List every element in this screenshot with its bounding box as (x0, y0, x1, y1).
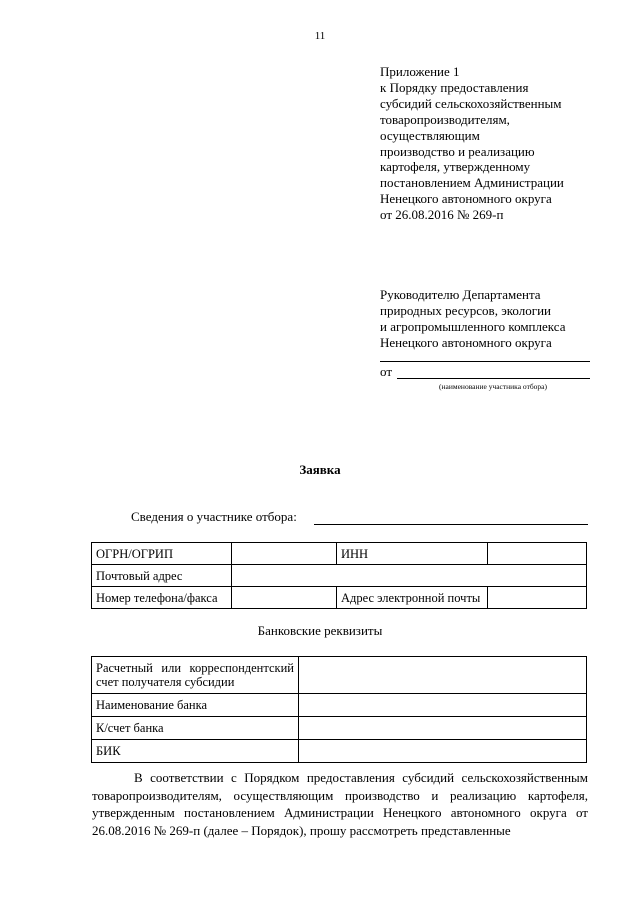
page-number: 11 (314, 30, 326, 42)
email-value-cell[interactable] (488, 587, 587, 609)
appendix-line: постановлением Администрации (380, 175, 564, 191)
appendix-line: товаропроизводителям, (380, 111, 510, 127)
contact-table (91, 542, 587, 609)
postal-address-label: Почтовый адрес (92, 565, 232, 587)
addressee-line: природных ресурсов, экологии (380, 302, 551, 318)
postal-address-value-cell[interactable] (232, 565, 587, 587)
ogrn-value-cell[interactable] (232, 543, 337, 565)
addressee-line: Ненецкого автономного округа (380, 334, 552, 350)
blank-fill-line[interactable] (380, 361, 590, 362)
appendix-line: производство и реализацию (380, 143, 535, 159)
account-value-cell[interactable] (299, 657, 587, 694)
appendix-line: Приложение 1 (380, 64, 460, 79)
document-title: Заявка (299, 462, 341, 477)
from-row (380, 364, 592, 380)
bank-details-table (91, 656, 587, 763)
bik-value-cell[interactable] (299, 740, 587, 763)
addressee-line: Руководителю Департамента (380, 287, 541, 302)
table-row (92, 587, 587, 609)
from-fill-line[interactable] (397, 378, 590, 379)
email-label: Адрес электронной почты (337, 587, 488, 609)
table-row (92, 740, 587, 763)
bank-name-value-cell[interactable] (299, 694, 587, 717)
table-row (92, 694, 587, 717)
body-paragraph: В соответствии с Порядком предоставления субсидий сельскохозяйственным товаропроизводителям, осуществляющим производство и реализацию картофеля, утвержденным постановлением Администрации Ненецкого автономного округа от 26.08.2016 № 269-п (далее – Порядок), прошу рассмотреть представленные (92, 770, 588, 838)
corr-account-value-cell[interactable] (299, 717, 587, 740)
corr-account-label: К/счет банка (92, 717, 299, 740)
addressee-line: и агропромышленного комплекса (380, 318, 566, 334)
table-row (92, 543, 587, 565)
appendix-line: к Порядку предоставления (380, 79, 529, 95)
from-caption: (наименование участника отбора) (439, 382, 547, 391)
account-label: Расчетный или корреспондентский счет получателя субсидии (92, 657, 299, 694)
table-row (92, 657, 587, 694)
inn-value-cell[interactable] (488, 543, 587, 565)
appendix-line: от 26.08.2016 № 269-п (380, 207, 504, 223)
participant-info-fill-line[interactable] (314, 524, 588, 525)
bik-label: БИК (92, 740, 299, 763)
table-row (92, 565, 587, 587)
bank-name-label: Наименование банка (92, 694, 299, 717)
addressee-block (380, 287, 610, 351)
phone-label: Номер телефона/факса (92, 587, 232, 609)
participant-info-label: Сведения о участнике отбора: (131, 509, 297, 524)
appendix-line: Ненецкого автономного округа (380, 191, 552, 207)
appendix-reference (380, 64, 610, 223)
appendix-line: картофеля, утвержденному (380, 159, 531, 175)
appendix-line: субсидий сельскохозяйственным (380, 95, 562, 111)
bank-details-heading: Банковские реквизиты (257, 623, 383, 638)
inn-label: ИНН (337, 543, 488, 565)
table-row (92, 717, 587, 740)
appendix-line: осуществляющим (380, 127, 480, 143)
ogrn-label: ОГРН/ОГРИП (92, 543, 232, 565)
from-label: от (380, 364, 393, 379)
phone-value-cell[interactable] (232, 587, 337, 609)
